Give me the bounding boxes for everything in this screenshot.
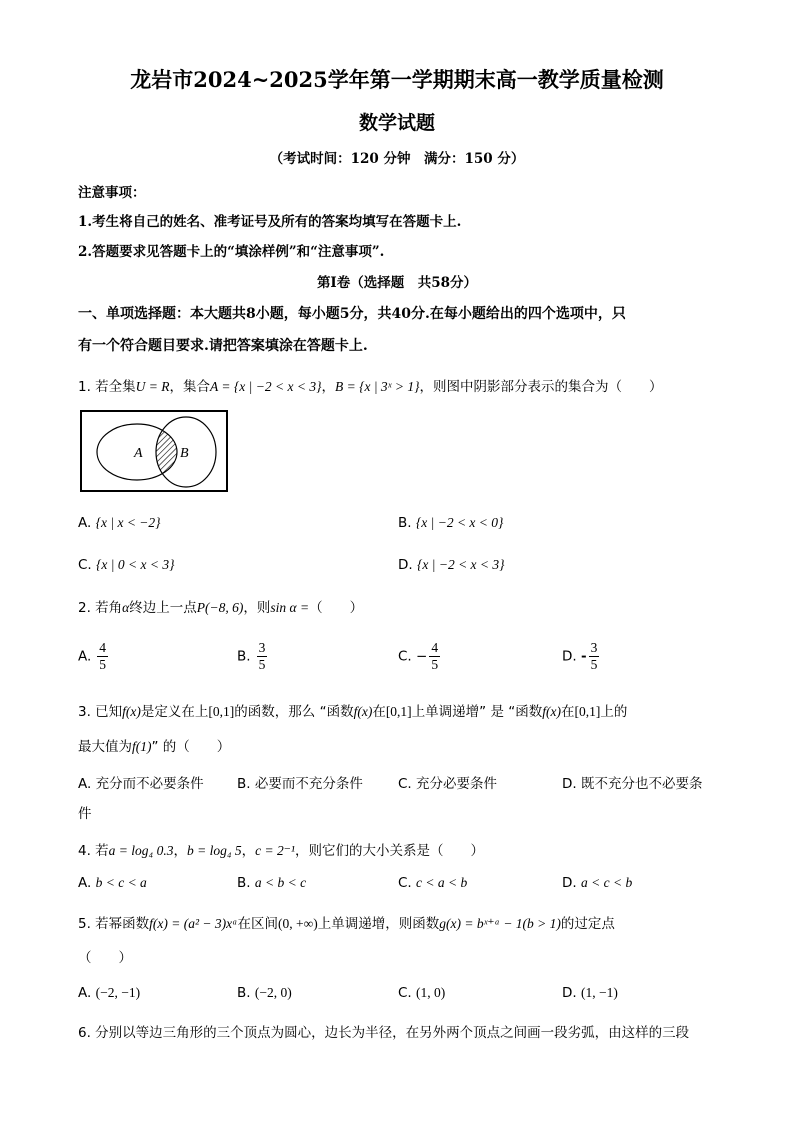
- q2-option-d-sign: -: [580, 648, 587, 665]
- q1-option-b-text: {x | −2 < x < 0}: [415, 515, 504, 530]
- q3-f-of-1: f(1): [132, 739, 152, 754]
- q4-option-d-text: a < c < b: [580, 875, 633, 890]
- q2-option-a-numerator: 4: [99, 640, 107, 655]
- q2-alpha: α: [122, 600, 130, 615]
- q1-option-a-label: A.: [78, 515, 92, 531]
- q2-option-c-numerator: 4: [431, 640, 439, 655]
- q4-separator-2: ，: [241, 843, 256, 859]
- q2-option-a-fraction: [97, 640, 108, 673]
- q2-option-c-sign: −: [416, 648, 428, 665]
- question-3-line-2: [78, 735, 230, 755]
- q3-text-h: 最大值为: [78, 739, 132, 755]
- q3-text-d: 在: [372, 704, 386, 720]
- q3-text-c: 的函数，那么 “函数: [234, 704, 354, 720]
- exam-subject-title: 数学试题: [358, 112, 435, 134]
- q2-option-d-label: D.: [562, 648, 577, 665]
- q2-option-a-label: A.: [78, 648, 92, 665]
- q5-option-a[interactable]: [78, 985, 140, 1001]
- q3-fx-3: f(x): [542, 704, 561, 719]
- q3-fx-1: f(x): [122, 704, 141, 719]
- q3-interval-2: [0,1]: [385, 704, 412, 719]
- q5-option-c-label: C.: [398, 985, 412, 1001]
- q2-option-b[interactable]: [237, 640, 267, 673]
- q4-separator-1: ，: [173, 843, 187, 859]
- q2-option-b-numerator: 3: [258, 640, 266, 655]
- q4-stem-b: ，则它们的大小关系是（ ）: [294, 843, 484, 859]
- q5-option-d[interactable]: [562, 985, 618, 1001]
- q4-option-c-text: c < a < b: [416, 875, 468, 890]
- q3-text-i: ” 的（ ）: [151, 739, 231, 755]
- q4-a-definition: a = log₄ 0.3: [108, 843, 174, 858]
- q1-universal-set: U = R: [135, 379, 170, 394]
- notice-item-1: 1.考生将自己的姓名、准考证号及所有的答案均填写在答题卡上.: [78, 214, 462, 230]
- q5-option-a-label: A.: [78, 985, 92, 1001]
- q1-set-a: A = {x | −2 < x < 3}: [210, 379, 322, 394]
- notice-heading: 注意事项：: [78, 185, 146, 201]
- q2-option-a[interactable]: [78, 640, 108, 673]
- q4-option-b-label: B.: [237, 875, 251, 891]
- q3-interval-1: [0,1]: [208, 704, 235, 719]
- q1-option-c[interactable]: [78, 557, 174, 573]
- q1-option-d-label: D.: [398, 557, 413, 573]
- q5-option-c[interactable]: [398, 985, 445, 1001]
- q1-option-b-label: B.: [398, 515, 412, 531]
- q3-text-g: 上的: [600, 704, 628, 720]
- q1-stem-c: ，则图中阴影部分表示的集合为（ ）: [419, 379, 663, 395]
- q3-option-b[interactable]: B. 必要而不充分条件: [237, 776, 363, 792]
- q4-option-d[interactable]: [562, 875, 632, 891]
- q1-option-b[interactable]: [398, 515, 503, 531]
- q2-option-a-denominator: 5: [99, 657, 107, 672]
- q2-option-d-fraction: [589, 640, 600, 673]
- q5-stem-b: 在区间: [237, 916, 279, 932]
- section-1-title: 第Ⅰ卷（选择题 共58分）: [316, 275, 478, 291]
- q2-option-c[interactable]: [398, 640, 440, 673]
- q4-option-c-label: C.: [398, 875, 412, 891]
- q2-stem-a: 2. 若角: [78, 600, 123, 616]
- q1-stem-a: 1. 若全集: [78, 379, 136, 395]
- q5-option-c-text: (1, 0): [416, 985, 446, 1000]
- q2-option-d-denominator: 5: [590, 657, 598, 672]
- question-1-stem: [78, 375, 663, 395]
- q4-option-a-label: A.: [78, 875, 92, 891]
- q4-option-b[interactable]: [237, 875, 306, 891]
- q5-g-function: g(x) = bˣ⁺ᵃ − 1(b > 1): [439, 916, 561, 931]
- q1-option-c-text: {x | 0 < x < 3}: [96, 557, 175, 572]
- q1-option-a-text: {x | x < −2}: [95, 515, 161, 530]
- notice-item-2: 2.答题要求见答题卡上的“填涂样例”和“注意事项”.: [78, 244, 385, 260]
- venn-label-a: A: [134, 446, 143, 461]
- q5-option-b-label: B.: [237, 985, 251, 1001]
- q5-stem-c: 上单调递增，则函数: [317, 916, 440, 932]
- q1-option-d-text: {x | −2 < x < 3}: [416, 557, 505, 572]
- venn-label-b: B: [180, 446, 189, 461]
- q2-option-c-denominator: 5: [431, 657, 439, 672]
- q4-option-b-text: a < b < c: [254, 875, 307, 890]
- q2-option-c-label: C.: [398, 648, 412, 665]
- q1-option-d[interactable]: [398, 557, 505, 573]
- q2-stem-d: （ ）: [309, 600, 364, 616]
- q4-b-definition: b = log₄ 5: [186, 843, 242, 858]
- q5-option-b[interactable]: [237, 985, 292, 1001]
- q3-option-d-wrap: 件: [78, 806, 92, 822]
- q3-option-d[interactable]: D. 既不充分也不必要条: [562, 776, 703, 792]
- q3-option-c[interactable]: C. 充分必要条件: [398, 776, 498, 792]
- q3-text-f: 在: [561, 704, 575, 720]
- q2-option-b-fraction: [257, 640, 268, 673]
- question-4-stem: [78, 839, 484, 859]
- q1-stem-b: ，集合: [169, 379, 211, 395]
- q3-text-e: 上单调递增” 是 “函数: [411, 704, 543, 720]
- q5-power-function: f(x) = (a² − 3)xᵃ: [149, 916, 238, 931]
- q5-option-a-text: (−2, −1): [95, 985, 141, 1000]
- q5-option-d-text: (1, −1): [580, 985, 618, 1000]
- q1-set-b: B = {x | 3ˣ > 1}: [334, 379, 420, 394]
- q3-text-a: 3. 已知: [78, 704, 123, 720]
- q1-option-c-label: C.: [78, 557, 92, 573]
- section-1-instruction-line-1: 一、单项选择题：本大题共8小题，每小题5分，共40分.在每小题给出的四个选项中，只: [78, 306, 626, 322]
- q2-option-c-fraction: [429, 640, 440, 673]
- question-3-line-1: [78, 700, 627, 720]
- q2-point: P(−8, 6): [196, 600, 244, 615]
- exam-main-title: 龙岩市2024~2025学年第一学期期末高一教学质量检测: [130, 67, 664, 92]
- q3-fx-2: f(x): [353, 704, 373, 719]
- q2-option-d[interactable]: [562, 640, 599, 673]
- q4-option-c[interactable]: [398, 875, 467, 891]
- q4-option-a-text: b < c < a: [95, 875, 147, 890]
- venn-diagram-box: [80, 410, 228, 492]
- q5-stem-d: 的过定点: [560, 916, 615, 932]
- q5-interval: (0, +∞): [278, 916, 318, 931]
- q5-option-d-label: D.: [562, 985, 577, 1001]
- q1-comma: ，: [321, 379, 335, 395]
- q5-answer-paren: （ ）: [78, 950, 132, 966]
- exam-time-score: （考试时间：120 分钟 满分：150 分）: [269, 151, 525, 167]
- q2-stem-c: ，则: [243, 600, 271, 616]
- question-2-stem: [78, 596, 363, 616]
- q2-sin-alpha: sin α =: [270, 600, 310, 615]
- q5-option-b-text: (−2, 0): [254, 985, 292, 1000]
- q3-text-b: 是定义在上: [140, 704, 209, 720]
- venn-diagram: [82, 412, 226, 490]
- q5-stem-a: 5. 若幂函数: [78, 916, 150, 932]
- q2-stem-b: 终边上一点: [129, 600, 197, 616]
- q4-option-a[interactable]: [78, 875, 147, 891]
- q2-option-b-label: B.: [237, 648, 251, 665]
- q4-c-definition: c = 2⁻¹: [255, 843, 295, 858]
- q4-stem-a: 4. 若: [78, 843, 109, 859]
- q2-option-b-denominator: 5: [258, 657, 266, 672]
- question-6-line-1: 6. 分别以等边三角形的三个顶点为圆心，边长为半径，在另外两个顶点之间画一段劣弧，由这样的三段: [78, 1025, 690, 1041]
- q3-option-a[interactable]: A. 充分而不必要条件: [78, 776, 204, 792]
- section-1-instruction-line-2: 有一个符合题目要求.请把答案填涂在答题卡上.: [78, 338, 368, 354]
- q3-interval-3: [0,1]: [574, 704, 601, 719]
- question-5-stem: [78, 912, 615, 932]
- q1-option-a[interactable]: [78, 515, 161, 531]
- q2-option-d-numerator: 3: [590, 640, 598, 655]
- q4-option-d-label: D.: [562, 875, 577, 891]
